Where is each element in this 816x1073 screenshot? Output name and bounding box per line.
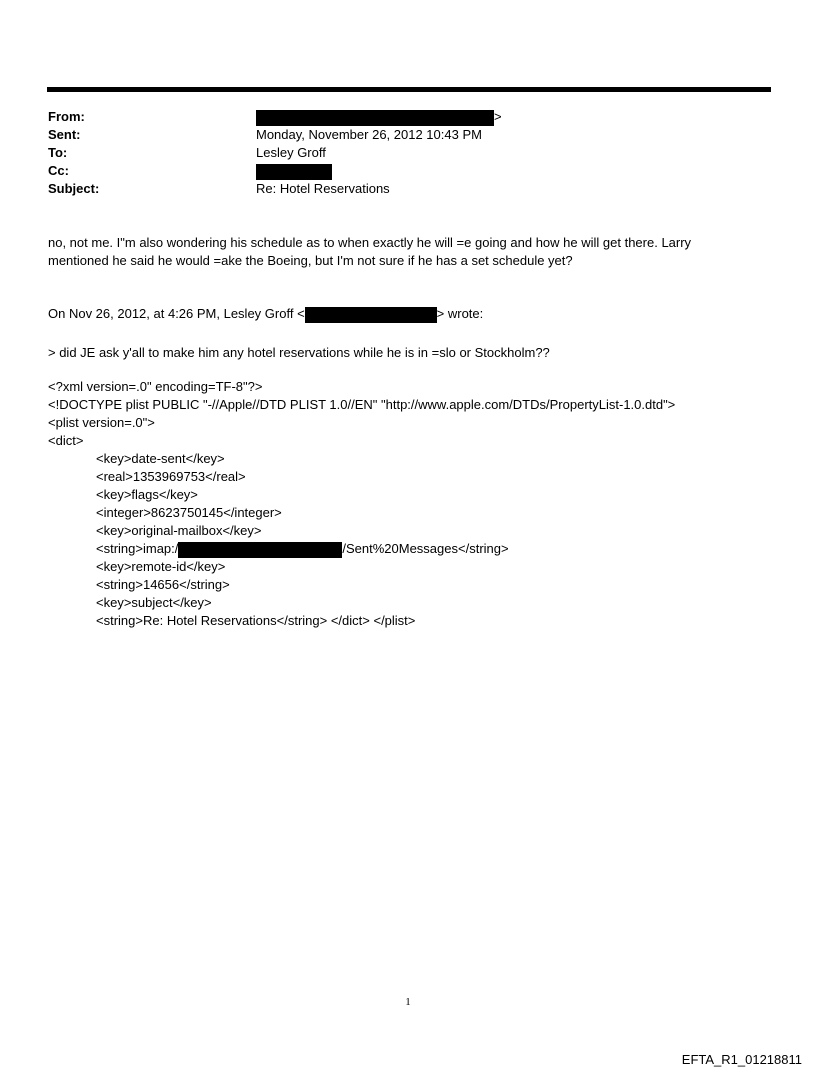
cc-row (48, 162, 768, 180)
xml-line-mailbox (48, 540, 768, 558)
from-row (48, 108, 768, 126)
xml-line: <?xml version=.0" encoding=TF-8"?> (48, 379, 263, 394)
attribution-suffix: > wrote: (436, 306, 484, 321)
attribution-prefix: On Nov 26, 2012, at 4:26 PM, Lesley Groff < (48, 306, 305, 321)
subject-row (48, 180, 768, 198)
sent-label: Sent: (48, 127, 81, 142)
mailbox-redaction (178, 542, 342, 558)
xml-line: <real>1353969753</real> (96, 469, 246, 484)
document-id: EFTA_R1_01218811 (681, 1052, 802, 1067)
from-label: From: (48, 109, 85, 124)
subject-label: Subject: (48, 181, 100, 196)
email-redaction (305, 307, 437, 323)
quoted-message: > did JE ask y'all to make him any hotel reservations while he is in =slo or Stockholm?? (48, 345, 550, 360)
xml-line: <plist version=.0"> (48, 415, 155, 430)
page-number: 1 (405, 996, 411, 1008)
from-value (256, 108, 502, 126)
subject-value: Re: Hotel Reservations (256, 181, 390, 196)
header-rule (47, 87, 771, 92)
body-line-2: mentioned he said he would =ake the Boeing, but I'm not sure if he has a set schedule yet? (48, 253, 573, 268)
mailbox-suffix: /Sent%20Messages</string> (342, 541, 509, 556)
xml-line: <key>original-mailbox</key> (96, 523, 262, 538)
from-suffix: > (494, 109, 502, 124)
to-label: To: (48, 145, 68, 160)
xml-line: <!DOCTYPE plist PUBLIC "-//Apple//DTD PLIST 1.0//EN" "http://www.apple.com/DTDs/PropertyList-1.0.dtd"> (48, 397, 676, 412)
sent-value: Monday, November 26, 2012 10:43 PM (256, 127, 482, 142)
cc-label: Cc: (48, 163, 69, 178)
reply-attribution (48, 305, 768, 323)
email-header (48, 108, 768, 198)
xml-line: <string>14656</string> (96, 577, 230, 592)
from-redaction (256, 110, 494, 126)
message-body (48, 234, 768, 270)
sent-row (48, 126, 768, 144)
xml-line: <string>Re: Hotel Reservations</string> </dict> </plist> (96, 613, 416, 628)
xml-line: <dict> (48, 433, 84, 448)
xml-line: <key>date-sent</key> (96, 451, 225, 466)
xml-line: <key>subject</key> (96, 595, 212, 610)
mailbox-prefix: <string>imap:/ (96, 541, 179, 556)
body-line-1: no, not me. I"m also wondering his schedule as to when exactly he will =e going and how he will get there. Larry (48, 235, 692, 250)
cc-value (256, 162, 332, 180)
xml-line: <key>flags</key> (96, 487, 198, 502)
xml-line: <integer>8623750145</integer> (96, 505, 282, 520)
cc-redaction (256, 164, 332, 180)
plist-block (48, 378, 768, 630)
to-value: Lesley Groff (256, 145, 326, 160)
to-row (48, 144, 768, 162)
xml-line: <key>remote-id</key> (96, 559, 226, 574)
